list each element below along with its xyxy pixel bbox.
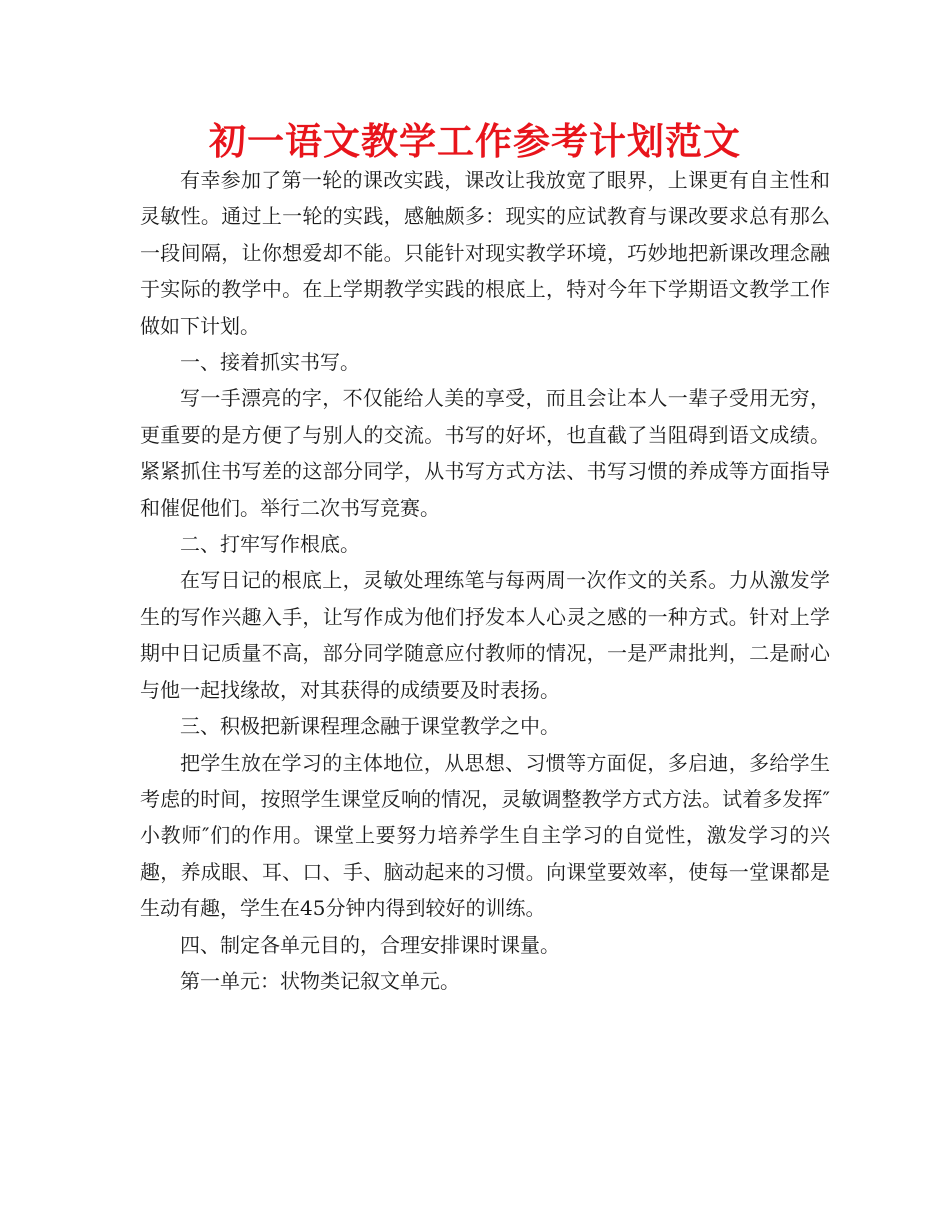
paragraph-writing: 在写日记的根底上，灵敏处理练笔与每两周一次作文的关系。力从激发学生的写作兴趣入手，让写作成为他们抒发本人心灵之感的一种方式。针对上学期中日记质量不高，部分同学随意应付教师的情况，一是严肃批判，二是耐心与他一起找缘故，对其获得的成绩要及时表扬。 — [140, 568, 830, 702]
paragraph-handwriting: 写一手漂亮的字，不仅能给人美的享受，而且会让本人一辈子受用无穷，更重要的是方便了与别人的交流。书写的好坏，也直截了当阻碍到语文成绩。紧紧抓住书写差的这部分同学，从书写方式方法、书写习惯的养成等方面指导和催促他们。举行二次书写竞赛。 — [140, 386, 830, 520]
section-heading-4: 四、制定各单元目的，合理安排课时课量。 — [180, 932, 560, 957]
document-body — [140, 162, 830, 999]
section-heading-2: 二、打牢写作根底。 — [180, 532, 360, 557]
paragraph-unit-1: 第一单元：状物类记叙文单元。 — [180, 968, 460, 993]
section-heading-3: 三、积极把新课程理念融于课堂教学之中。 — [180, 714, 560, 739]
section-heading-1: 一、接着抓实书写。 — [180, 350, 360, 375]
paragraph-classroom: 把学生放在学习的主体地位，从思想、习惯等方面促，多启迪，多给学生考虑的时间，按照学生课堂反响的情况，灵敏调整教学方式方法。试着多发挥″小教师″们的作用。课堂上要努力培养学生自主学习的自觉性，激发学习的兴趣，养成眼、耳、口、手、脑动起来的习惯。向课堂要效率，使每一堂课都是生动有趣，学生在45分钟内得到较好的训练。 — [140, 750, 830, 921]
paragraph-intro: 有幸参加了第一轮的课改实践，课改让我放宽了眼界，上课更有自主性和灵敏性。通过上一轮的实践，感触颇多：现实的应试教育与课改要求总有那么一段间隔，让你想爱却不能。只能针对现实教学环境，巧妙地把新课改理念融于实际的教学中。在上学期教学实践的根底上，特对今年下学期语文教学工作做如下计划。 — [140, 168, 830, 338]
document-title: 初一语文教学工作参考计划范文 — [209, 120, 741, 163]
